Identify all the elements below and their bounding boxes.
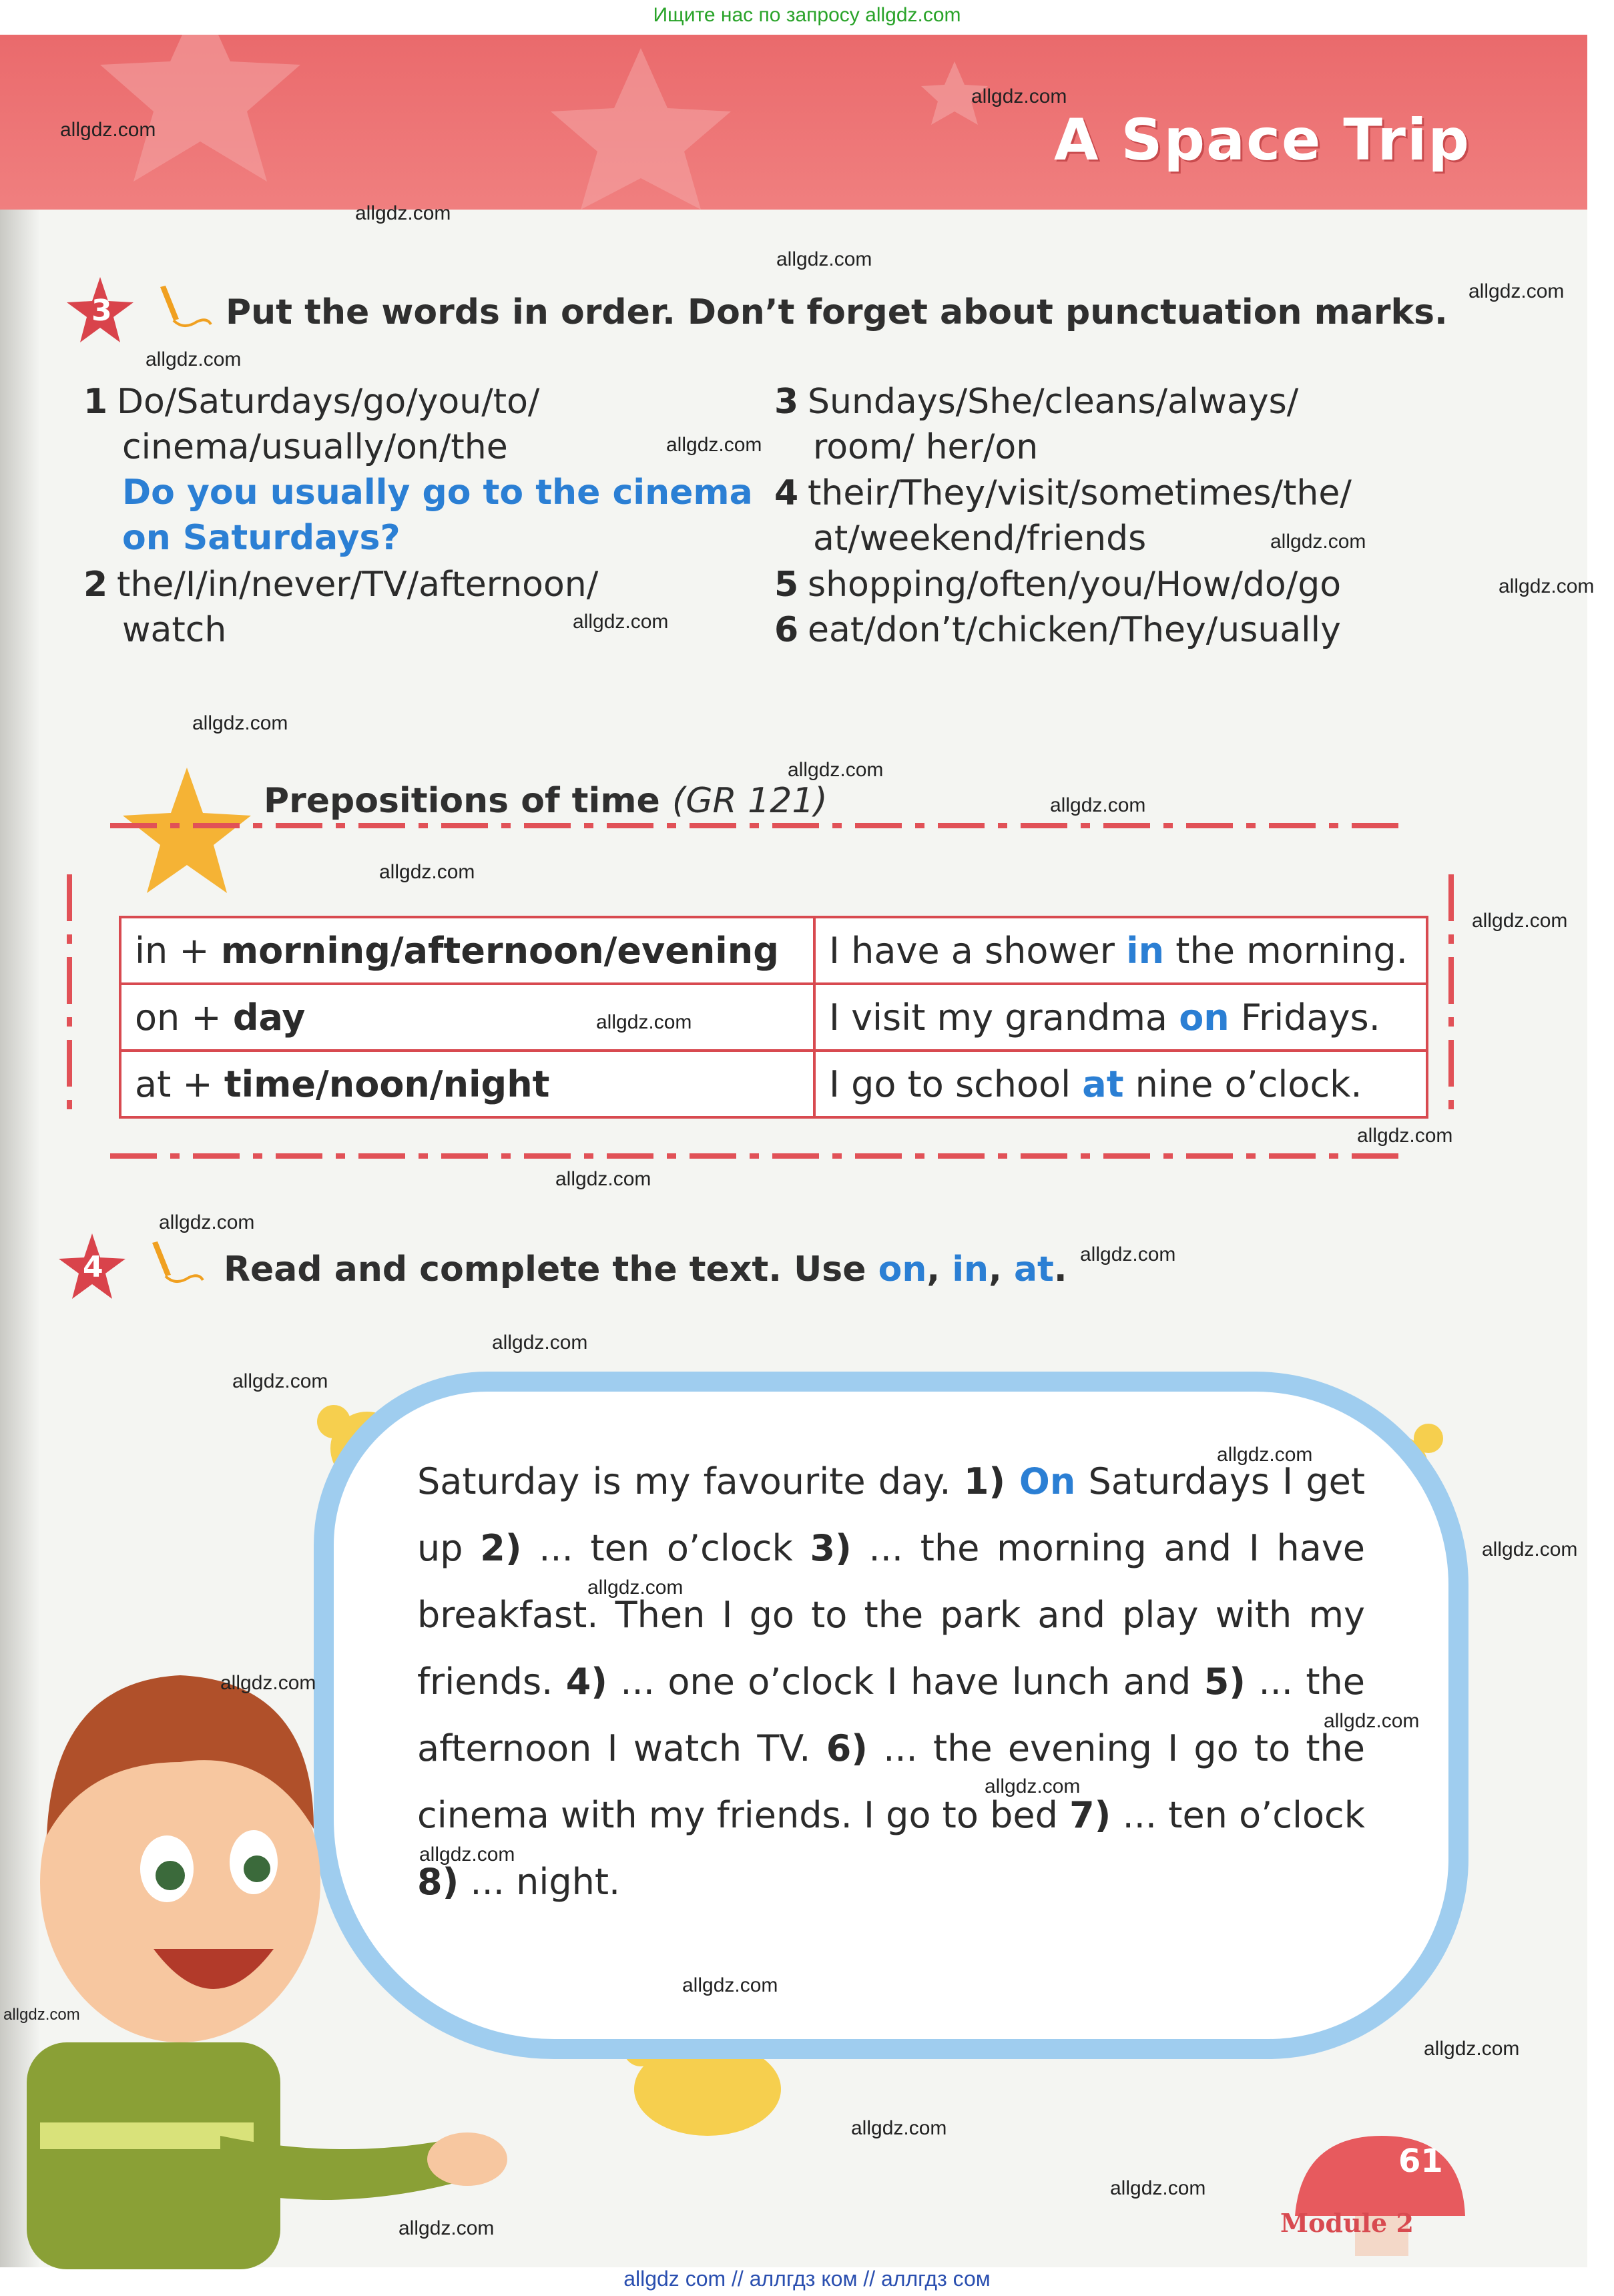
watermark: allgdz.com [776, 248, 872, 270]
pencil-writing-icon [139, 1236, 206, 1296]
watermark: allgdz.com [555, 1168, 651, 1190]
watermark: allgdz.com [232, 1370, 328, 1392]
example-cell: I have a shower in the morning. [814, 917, 1427, 984]
watermark: allgdz.com [851, 2117, 947, 2139]
frame-bottom-dashes [110, 1153, 1412, 1159]
pencil-writing-icon [147, 280, 214, 340]
rule-cell: at + time/noon/night [120, 1051, 814, 1117]
example-cell: I visit my grandma on Fridays. [814, 984, 1427, 1051]
item-number: 1 [83, 382, 108, 422]
watermark: allgdz.com [419, 1843, 515, 1866]
item-answer-line2: on Saturdays? [122, 518, 400, 558]
item-words: their/They/visit/sometimes/the/ [808, 473, 1352, 513]
item-words: Do/Saturdays/go/you/to/ [117, 382, 540, 422]
item-words-cont: room/ her/on [813, 427, 1039, 467]
table-row [120, 917, 1427, 984]
item-number: 5 [774, 565, 799, 605]
watermark: allgdz.com [573, 611, 669, 633]
item-number: 4 [774, 473, 799, 513]
item-words: Sundays/She/cleans/always/ [808, 382, 1299, 422]
example-cell: I go to school at nine o’clock. [814, 1051, 1427, 1117]
watermark: allgdz.com [1110, 2177, 1206, 2199]
item-words: eat/don’t/chicken/They/usually [808, 610, 1341, 650]
watermark: allgdz.com [971, 85, 1067, 107]
ex3-item-5 [774, 562, 1341, 607]
watermark: allgdz.com [682, 1974, 778, 1996]
watermark: allgdz.com [3, 2006, 80, 2024]
item-answer-line1: Do you usually go to the cinema [122, 473, 753, 513]
watermark: allgdz.com [1468, 280, 1565, 302]
page-title: A Space Trip [1054, 107, 1470, 174]
watermark: allgdz.com [398, 2217, 495, 2239]
ex3-item-2 [83, 562, 598, 653]
bottom-links[interactable]: allgdz com // аллгдз ком // аллгдз сом [623, 2267, 991, 2291]
item-number: 3 [774, 382, 799, 422]
rule-cell: in + morning/afternoon/evening [120, 917, 814, 984]
watermark: allgdz.com [1482, 1538, 1578, 1560]
watermark: allgdz.com [985, 1775, 1081, 1797]
watermark: allgdz.com [1080, 1243, 1176, 1265]
watermark: allgdz.com [1499, 575, 1595, 597]
watermark: allgdz.com [379, 861, 475, 883]
watermark: allgdz.com [1357, 1125, 1453, 1147]
watermark: allgdz.com [1217, 1444, 1313, 1466]
watermark: allgdz.com [1424, 2038, 1520, 2060]
boy-character-illustration [0, 1615, 534, 2269]
prepositions-title: Prepositions of time (GR 121) [264, 781, 828, 821]
watermark: allgdz.com [788, 759, 884, 781]
rule-cell: on + day [120, 984, 814, 1051]
watermark: allgdz.com [1050, 794, 1146, 816]
watermark: allgdz.com [666, 434, 762, 456]
watermark: allgdz.com [192, 712, 288, 734]
watermark: allgdz.com [492, 1332, 588, 1354]
frame-left-dashes [67, 874, 72, 1115]
exercise-4-instruction: Read and complete the text. Use on, in, at. [224, 1249, 1067, 1289]
table-row [120, 1051, 1427, 1117]
ex3-item-6 [774, 607, 1341, 653]
item-words: the/I/in/never/TV/afternoon/ [117, 565, 599, 605]
watermark: allgdz.com [146, 348, 242, 370]
grammar-reference: (GR 121) [671, 781, 828, 821]
ex3-item-3 [774, 379, 1298, 470]
ex3-item-1 [83, 379, 753, 561]
item-number: 2 [83, 565, 108, 605]
story-text: Saturday is my favourite day. 1) On Saturdays I get up 2) ... ten o’clock 3) ... the morning and I have breakfast. Then I go to the park and play with my friends. 4) ... one o’clock I have lunch and 5) ... the afternoon I watch TV. 6) ... the evening I go to the cinema with my friends. I go to bed 7) ... ten o’clock 8) ... night. [417, 1460, 1365, 1903]
prepositions-table [119, 916, 1428, 1119]
item-words-cont: watch [122, 610, 227, 650]
page-number: 61 [1398, 2142, 1443, 2180]
item-words: shopping/often/you/How/do/go [808, 565, 1342, 605]
ex3-item-4 [774, 471, 1352, 561]
exercise-3-number: 3 [91, 294, 112, 328]
watermark: allgdz.com [1472, 910, 1568, 932]
exercise-4-number: 4 [83, 1250, 103, 1284]
watermark: allgdz.com [220, 1672, 316, 1694]
module-label: Module 2 [1280, 2208, 1414, 2238]
table-row [120, 984, 1427, 1051]
watermark: allgdz.com [1270, 531, 1366, 553]
item-words-cont: at/weekend/friends [813, 519, 1147, 559]
frame-right-dashes [1448, 874, 1454, 1115]
frame-top-dashes [110, 823, 1412, 828]
top-search-link[interactable]: Ищите нас по запросу allgdz.com [653, 4, 961, 26]
watermark: allgdz.com [587, 1576, 684, 1599]
watermark: allgdz.com [60, 119, 156, 141]
watermark: allgdz.com [596, 1011, 692, 1033]
watermark: allgdz.com [159, 1211, 255, 1233]
watermark: allgdz.com [1324, 1710, 1420, 1732]
prepositions-star-icon [120, 768, 254, 894]
watermark: allgdz.com [355, 202, 451, 224]
item-words-cont: cinema/usually/on/the [122, 427, 508, 467]
exercise-3-instruction: Put the words in order. Don’t forget about punctuation marks. [226, 292, 1448, 332]
item-number: 6 [774, 610, 799, 650]
